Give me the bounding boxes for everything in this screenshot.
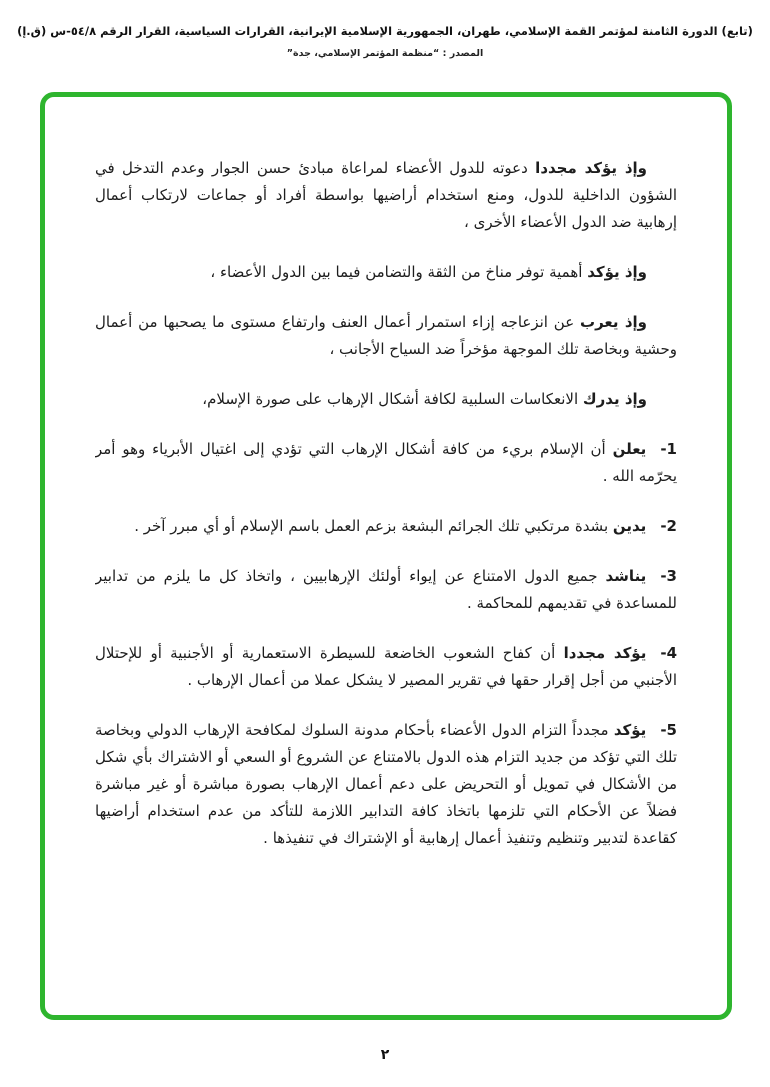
resolution-item-2 <box>95 513 677 540</box>
paragraph-text: عن انزعاجه إزاء استمرار أعمال العنف وارتفاع مستوى ما يصحبها من أعمال وحشية وبخاصة تلك الموجهة مؤخراً ضد السياح الأجانب ، <box>95 313 677 358</box>
document-body <box>95 155 677 1001</box>
page-number: ٢ <box>380 1047 390 1063</box>
paragraph-lead: وإذ يدرك <box>582 390 647 408</box>
item-number: -2 <box>660 517 677 535</box>
paragraph-text: الانعكاسات السلبية لكافة أشكال الإرهاب على صورة الإسلام، <box>202 390 583 408</box>
preamble-paragraph-2 <box>95 259 677 286</box>
document-header <box>0 24 770 59</box>
item-text: مجدداً التزام الدول الأعضاء بأحكام مدونة السلوك لمكافحة الإرهاب الدولي وبخاصة تلك التي تؤكد من جديد التزام هذه الدول بالامتناع عن الشروع أو السعي أو الاشتراك بأي شكل من الأشكال في تمويل أو التحريض على دعم أعمال الإرهاب بصورة مباشرة أو غير مباشرة فضلاً عن الأحكام التي تلزمها باتخاذ كافة التدابير اللازمة للتأكد من عدم استخدام أراضيها كقاعدة لتدبير وتنظيم وتنفيذ أعمال إرهابية أو الإشتراك في تنفيذها . <box>95 721 677 847</box>
paragraph-text: أهمية توفر مناخ من الثقة والتضامن فيما بين الدول الأعضاء ، <box>210 263 588 281</box>
item-lead: يؤكد <box>613 721 647 739</box>
preamble-paragraph-3 <box>95 309 677 363</box>
item-number: -3 <box>660 567 677 585</box>
paragraph-lead: وإذ يؤكد مجددا <box>535 159 647 177</box>
item-number: -4 <box>660 644 677 662</box>
item-text: أن كفاح الشعوب الخاضعة للسيطرة الاستعمارية أو الأجنبية أو للإحتلال الأجنبي من أجل إقرار حقها في تقرير المصير لا يشكل عملا من أعمال الإرهاب . <box>95 644 677 689</box>
item-lead: يؤكد مجددا <box>563 644 647 662</box>
item-number: -5 <box>660 721 677 739</box>
green-border-frame <box>40 92 732 1020</box>
paragraph-lead: وإذ يؤكد <box>587 263 647 281</box>
header-source: المصدر : “منظمة المؤتمر الإسلامي، جدة” <box>286 48 484 59</box>
item-text: جميع الدول الامتناع عن إيواء أولئك الإرهابيين ، واتخاذ كل ما يلزم من تدابير للمساعدة في تقديمهم للمحاكمة . <box>95 567 677 612</box>
item-lead: يناشد <box>605 567 647 585</box>
resolution-item-5 <box>95 717 677 852</box>
resolution-item-4 <box>95 640 677 694</box>
paragraph-text: دعوته للدول الأعضاء لمراعاة مبادئ حسن الجوار وعدم التدخل في الشؤون الداخلية للدول، ومنع استخدام أراضيها بواسطة أفراد أو جماعات لارتكاب أعمال إرهابية ضد الدول الأعضاء الأخرى ، <box>95 159 677 231</box>
item-lead: يعلن <box>612 440 647 458</box>
preamble-paragraph-1 <box>95 155 677 236</box>
paragraph-lead: وإذ يعرب <box>580 313 647 331</box>
item-lead: يدين <box>612 517 647 535</box>
resolution-item-1 <box>95 436 677 490</box>
item-text: بشدة مرتكبي تلك الجرائم البشعة بزعم العمل باسم الإسلام أو أي مبرر آخر . <box>134 517 613 535</box>
item-number: -1 <box>660 440 677 458</box>
header-title: (تابع) الدورة الثامنة لمؤتمر القمة الإسلامي، طهران، الجمهورية الإسلامية الإيرانية، القرارات السياسية، القرار الرقم ٥٤/٨-س (ق.إ) <box>17 24 753 38</box>
item-text: أن الإسلام بريء من كافة أشكال الإرهاب التي تؤدي إلى اغتيال الأبرياء وهو أمر يحرّمه الله . <box>95 440 677 485</box>
preamble-paragraph-4 <box>95 386 677 413</box>
resolution-item-3 <box>95 563 677 617</box>
